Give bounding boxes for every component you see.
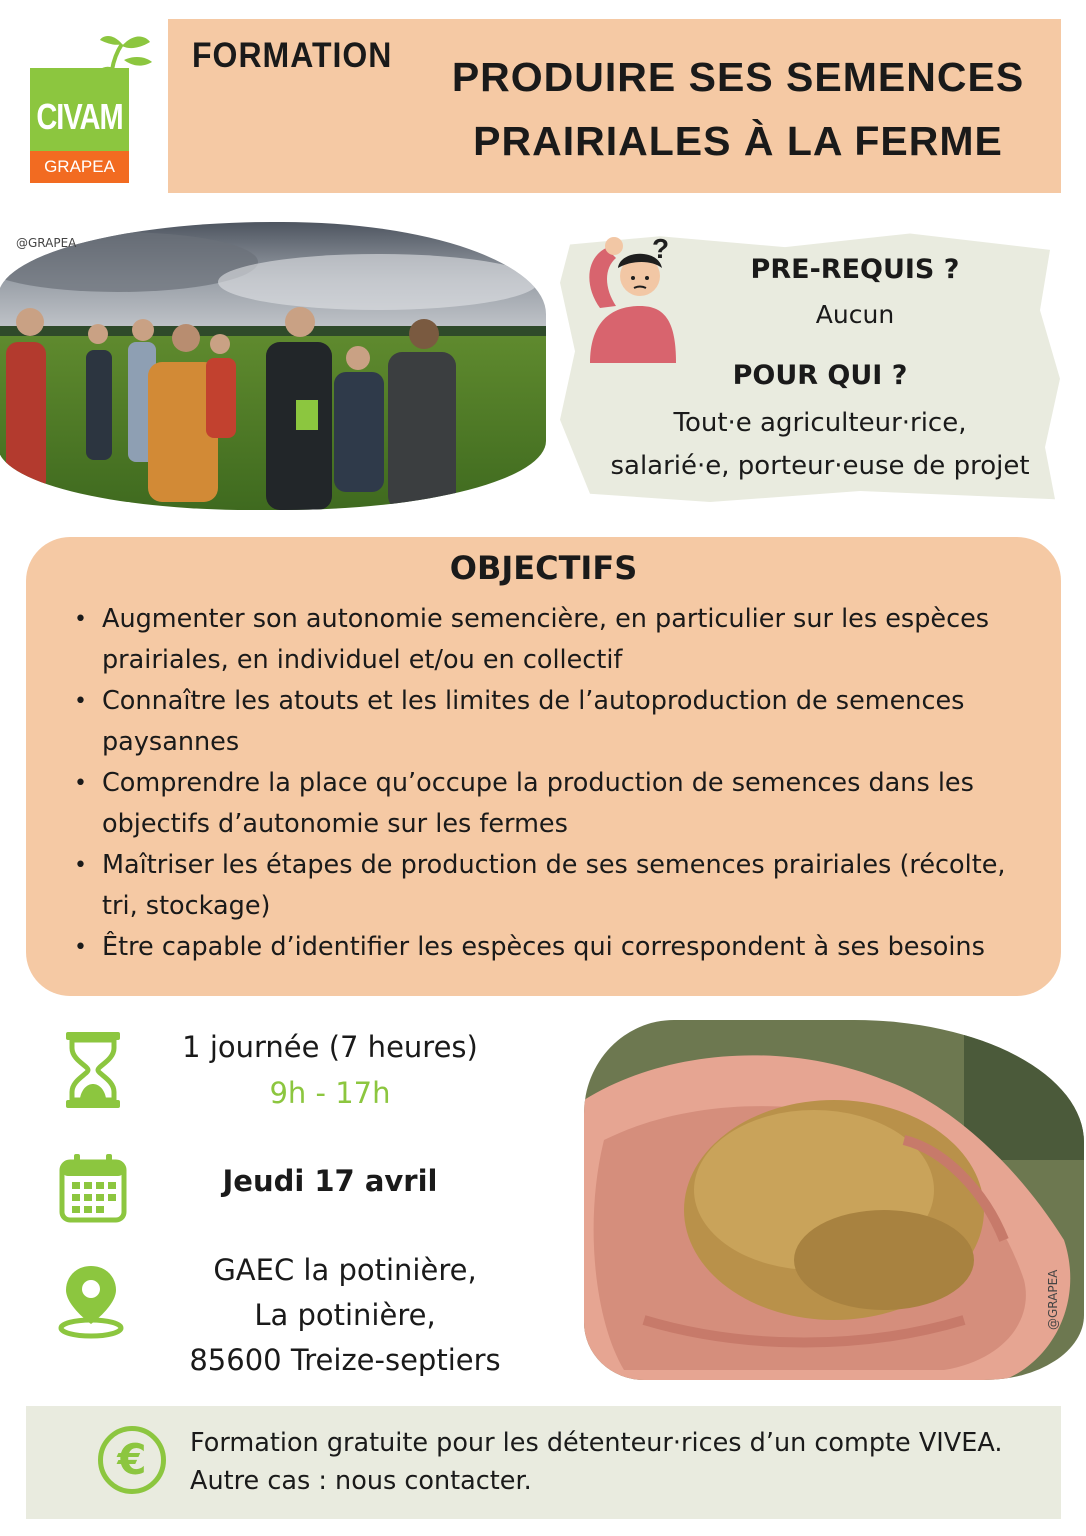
objectives-list	[102, 599, 1042, 968]
objective-item: • Connaître les atouts et les limites de l’autoproduction de semences paysannes	[102, 681, 1042, 763]
prerequisites-title: PRE-REQUIS ?	[750, 254, 960, 285]
audience-title: POUR QUI ?	[732, 360, 908, 391]
event-address	[140, 1248, 550, 1383]
objectives-title: OBJECTIFS	[449, 549, 638, 587]
page-title	[448, 45, 1028, 173]
photo-credit: @GRAPEA	[16, 236, 77, 250]
schedule-hours: 9h - 17h	[269, 1076, 391, 1110]
page-title-line-1: PRODUIRE SES SEMENCES	[451, 54, 1025, 100]
field-visit-illustration	[0, 222, 546, 510]
event-date: Jeudi 17 avril	[222, 1164, 438, 1198]
euro-icon: €	[98, 1426, 166, 1494]
field-visit-photo	[0, 222, 546, 510]
address-line-1: GAEC la potinière,	[213, 1253, 477, 1287]
pricing-text	[190, 1424, 1002, 1500]
logo-name: CIVAM	[36, 97, 123, 138]
hourglass-icon	[58, 1030, 128, 1110]
objective-item: • Maîtriser les étapes de production de ses semences prairiales (récolte, tri, stockage)	[102, 845, 1042, 927]
page-title-line-2: PRAIRIALES À LA FERME	[473, 118, 1003, 164]
address-line-2: La potinière,	[254, 1298, 436, 1332]
thinking-person-icon	[570, 228, 680, 363]
prerequisites-value: Aucun	[815, 300, 895, 329]
calendar-icon	[58, 1148, 128, 1228]
seeds-in-hands-illustration	[584, 1020, 1084, 1380]
objective-item: • Comprendre la place qu’occupe la production de semences dans les objectifs d’autonomie sur les fermes	[102, 763, 1042, 845]
objective-item: • Augmenter son autonomie semencière, en particulier sur les espèces prairiales, en individuel et/ou en collectif	[102, 599, 1042, 681]
pricing-line-2: Autre cas : nous contacter.	[190, 1466, 532, 1496]
seeds-in-hands-photo	[584, 1020, 1084, 1380]
header-banner	[168, 19, 1061, 193]
civam-grapea-logo	[30, 30, 160, 185]
audience-line-2: salarié·e, porteur·euse de projet	[610, 451, 1030, 481]
objectives-section	[26, 537, 1061, 996]
header-label: FORMATION	[192, 35, 393, 75]
pricing-line-1: Formation gratuite pour les détenteur·rices d’un compte VIVEA.	[190, 1428, 1003, 1458]
photo-credit: @GRAPEA	[1046, 1269, 1060, 1330]
objective-item: • Être capable d’identifier les espèces qui correspondent à ses besoins	[102, 927, 1042, 968]
duration: 1 journée (7 heures)	[182, 1030, 478, 1064]
address-line-3: 85600 Treize-septiers	[189, 1343, 501, 1377]
logo-sub: GRAPEA	[30, 151, 129, 183]
audience-value	[580, 402, 1060, 488]
location-pin-icon	[56, 1262, 126, 1342]
pricing-footer	[26, 1406, 1061, 1519]
audience-line-1: Tout·e agriculteur·rice,	[673, 408, 967, 438]
svg-text:?: ?	[652, 233, 670, 264]
